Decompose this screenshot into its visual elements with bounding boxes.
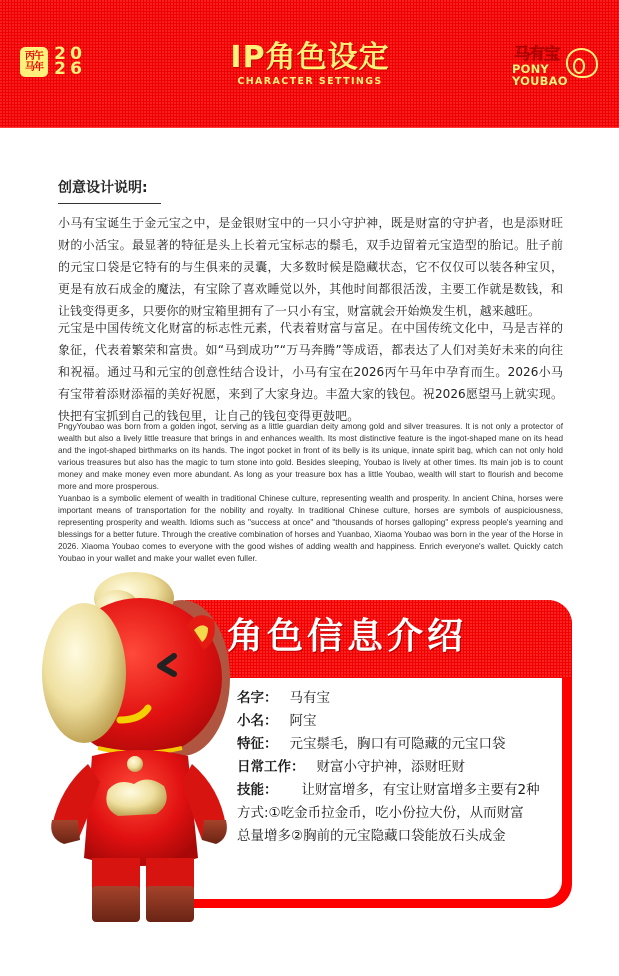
info-value: 元宝鬃毛，胸口有可隐藏的元宝口袋 <box>289 736 506 752</box>
info-label: 名字： <box>237 690 278 706</box>
info-value: 阿宝 <box>289 713 317 729</box>
year-digit: 6 <box>70 59 82 79</box>
creative-paragraph-en: Yuanbao is a symbolic element of wealth in traditional Chinese culture, representing wealth and prosperity. In ancient China, horses were important means of transportation for the nobility and royalty. In traditional Chinese culture, horses are symbols of auspiciousness, representing prosperity and wealth. Idioms such as "success at once" and "thousands of horses galloping" express people's yearning and blessings for a better future. Through the creative combination of horses and Yuanbao, Xiaoma Youbao was born in the year of the Horse in 2026. Xiaoma Youbao comes to everyone with the good wishes of adding wealth and happiness. Enrich everyone's wallet. Quickly catch Youbao in your wallet and make your wallet even fuller. <box>58 494 563 564</box>
info-value: 财富小守护神，添财旺财 <box>316 759 465 775</box>
info-card-body <box>185 678 562 899</box>
info-skill-continuation: 总量增多②胸前的元宝隐藏口袋能放石头成金 <box>237 828 506 844</box>
creative-heading: 创意设计说明: <box>58 180 148 196</box>
info-value: 让财富增多，有宝让财富增多主要有2种 <box>301 782 540 798</box>
zodiac-year-box <box>20 47 48 77</box>
year-number <box>52 44 84 79</box>
page-subtitle: CHARACTER SETTINGS <box>237 76 383 87</box>
info-row-daily-work <box>237 756 553 779</box>
creative-paragraph-en: PngyYoubao was born from a golden ingot, serving as a little guardian deity among gold and silver treasures. It is not only a protector of wealth but also a lively little treasure that brings in and enhances wealth. Its most distinctive feature is the ingot-shaped mane on its head and the ingot-shaped birthmarks on its hands. The ingot pocket in front of its belly is its unique, innate spirit bag, which can not only hold various treasures but also has the magic to turn stone into gold. Besides sleeping, Youbao is lively at other times. Its main job is to count money and make money even more abundant. As long as your treasure box has a little Youbao, wealth will start to flourish and become more and more prosperous. <box>58 422 563 492</box>
mascot-head-logo-icon <box>566 48 598 78</box>
stem-branch-label: 丙午 <box>25 51 43 62</box>
zodiac-label: 马年 <box>25 62 43 73</box>
info-card-header <box>185 600 572 678</box>
info-label: 小名： <box>237 713 278 729</box>
year-badge <box>20 44 84 79</box>
brand-name-cn: 马有宝 <box>514 44 560 63</box>
character-info-card <box>185 600 572 908</box>
page-title: IP角色设定 <box>230 40 390 75</box>
brand-name-en <box>512 63 568 87</box>
page-title-block <box>200 40 420 88</box>
info-row-skill <box>237 779 553 802</box>
info-row-nickname <box>237 710 553 733</box>
info-value: 马有宝 <box>289 690 330 706</box>
creative-paragraph-cn: 小马有宝诞生于金元宝之中，是金银财宝中的一只小守护神，既是财富的守护者，也是添财旺财的小活宝。最显著的特征是头上长着元宝标志的鬃毛，双手边留着元宝造型的胎记。肚子前的元宝口袋是它特有的与生俱来的灵囊，大多数时候是隐藏状态，它不仅仅可以装各种宝贝，更是有放石成金的魔法，有宝除了喜欢睡觉以外，其他时间都很活泼，主要工作就是数钱，和让钱变得更多，只要你的财宝箱里拥有了一只小有宝，财富就会开始焕发生机，越来越旺。 <box>58 216 563 318</box>
year-digit: 2 <box>54 44 66 64</box>
brand-en-line1: PONY <box>512 62 549 76</box>
info-list <box>237 687 553 848</box>
brand-logo <box>510 44 605 100</box>
heading-underline <box>58 203 161 204</box>
info-label: 技能： <box>237 782 278 798</box>
info-label: 日常工作： <box>237 759 305 775</box>
header-banner <box>0 0 619 128</box>
info-row-name <box>237 687 553 710</box>
info-card-title: 角色信息介绍 <box>227 616 468 657</box>
info-row-feature <box>237 733 553 756</box>
pony-youbao-mascot-icon <box>22 568 232 948</box>
info-label: 特征： <box>237 736 278 752</box>
brand-en-line2: YOUBAO <box>512 74 568 88</box>
year-digit: 2 <box>54 59 66 79</box>
year-digit: 0 <box>70 44 82 64</box>
creative-paragraph-cn: 元宝是中国传统文化财富的标志性元素，代表着财富与富足。在中国传统文化中，马是吉祥的象征，代表着繁荣和富贵。如“马到成功”“万马奔腾”等成语，都表达了人们对美好未来的向往和祝福。通过马和元宝的创意性结合设计，小马有宝在2026丙午马年中孕育而生。2026小马有宝带着添财添福的美好祝愿，来到了大家身边。丰盈大家的钱包。祝2026愿望马上就实现。快把有宝抓到自己的钱包里，让自己的钱包变得更鼓吧。 <box>58 321 563 423</box>
info-skill-continuation: 方式:①吃金币拉金币，吃小份拉大份，从而财富 <box>237 805 524 821</box>
